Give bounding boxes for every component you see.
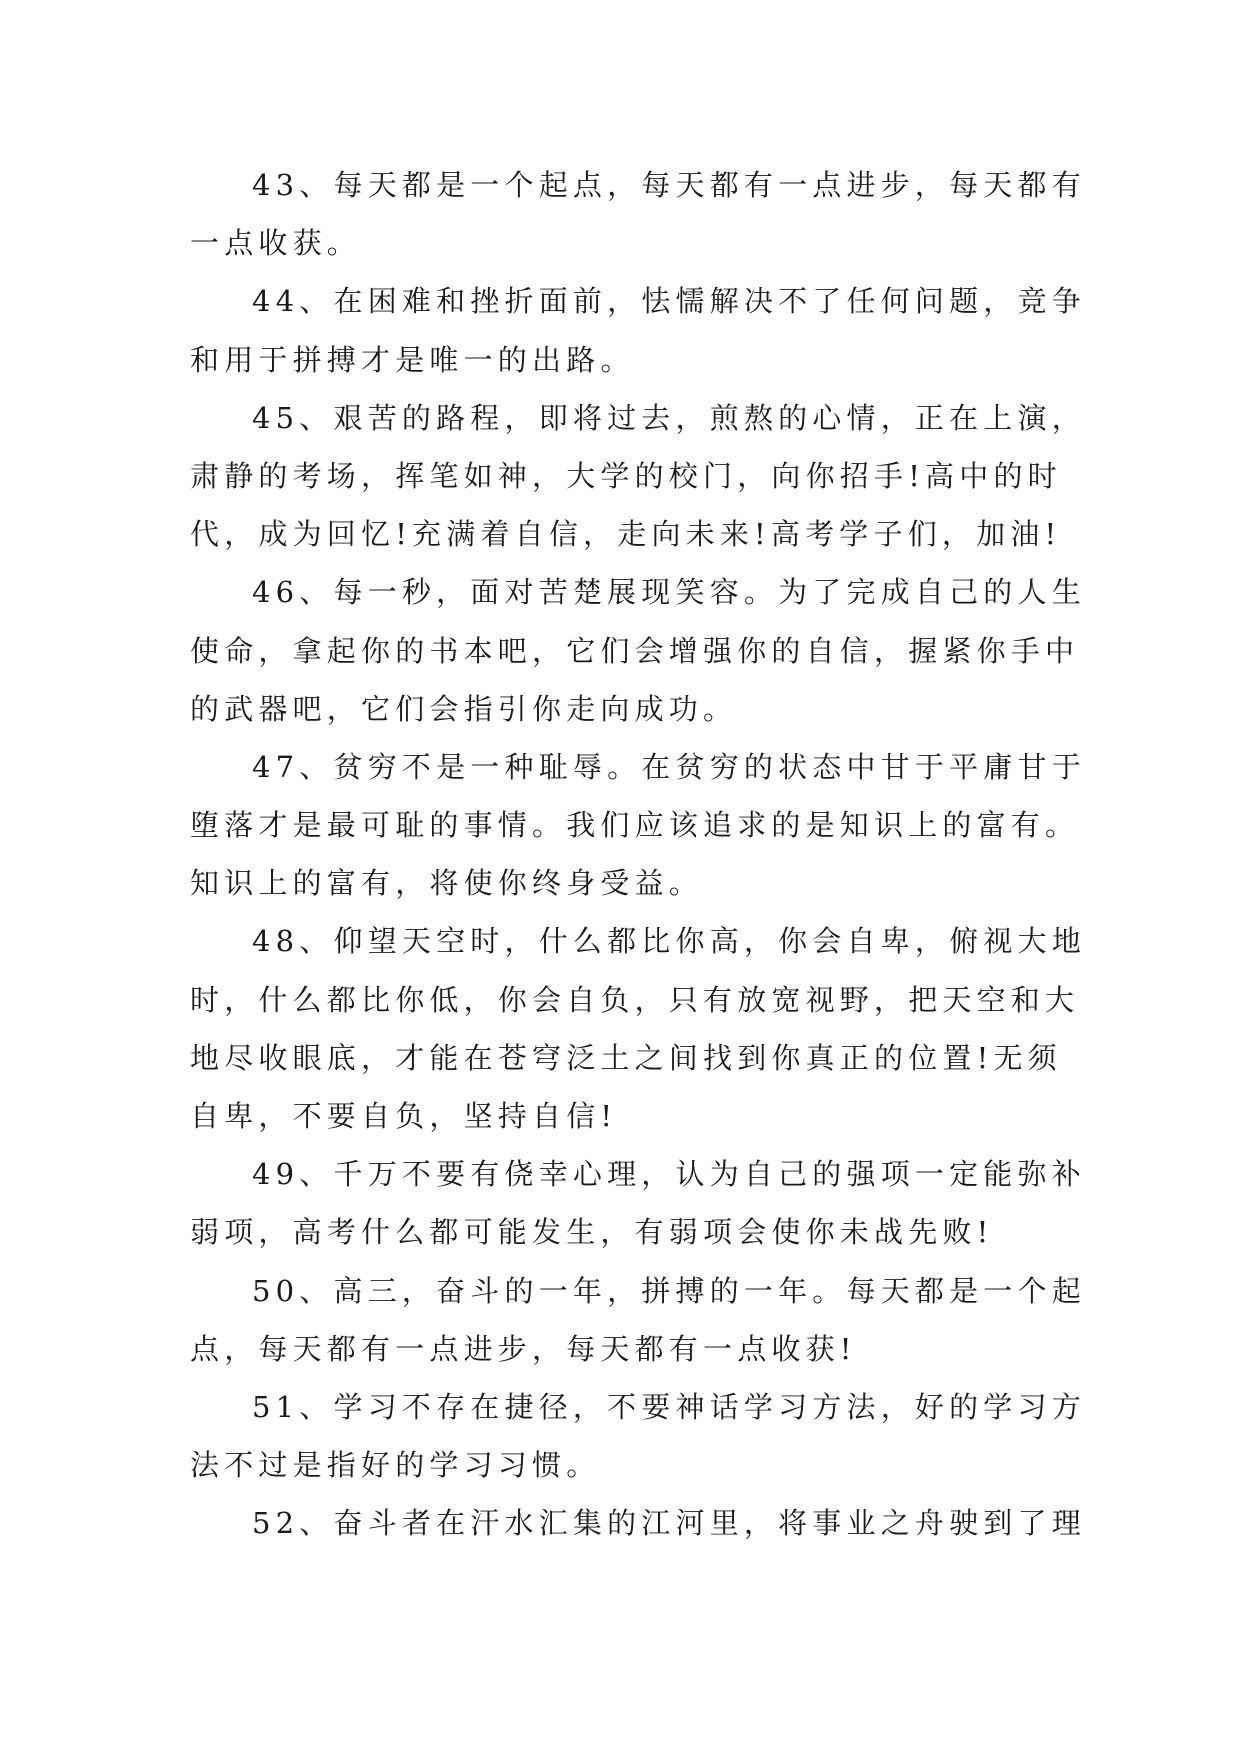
paragraph-line: 时，什么都比你低，你会自负，只有放宽视野，把天空和大 <box>190 982 1080 1017</box>
paragraph-line: 知识上的富有，将使你终身受益。 <box>190 866 704 901</box>
paragraph-line: 自卑，不要自负，坚持自信! <box>190 1099 618 1133</box>
paragraph-line: 49、千万不要有侥幸心理，认为自己的强项一定能弥补 <box>252 1157 1086 1192</box>
paragraph-line: 的武器吧，它们会指引你走向成功。 <box>190 691 738 726</box>
paragraph-line: 弱项，高考什么都可能发生，有弱项会使你未战先败! <box>190 1215 994 1250</box>
paragraph-line: 和用于拼搏才是唯一的出路。 <box>190 342 635 377</box>
paragraph-line: 44、在困难和挫折面前，怯懦解决不了任何问题，竞争 <box>252 284 1086 319</box>
paragraph-44 <box>190 272 1086 388</box>
paragraph-line: 一点收获。 <box>190 226 362 261</box>
paragraph-line: 46、每一秒，面对苦楚展现笑容。为了完成自己的人生 <box>252 575 1086 610</box>
paragraph-line: 点，每天都有一点进步，每天都有一点收获! <box>190 1331 857 1366</box>
paragraph-49 <box>190 1145 1086 1261</box>
paragraph-line: 法不过是指好的学习习惯。 <box>190 1448 601 1483</box>
paragraph-line: 肃静的考场，挥笔如神，大学的校门，向你招手!高中的时 <box>190 458 1062 493</box>
paragraph-51 <box>190 1378 1086 1494</box>
paragraph-line: 地尽收眼底，才能在苍穹泛土之间找到你真正的位置!无须 <box>190 1040 1062 1075</box>
paragraph-line: 使命，拿起你的书本吧，它们会增强你的自信，握紧你手中 <box>190 633 1080 668</box>
paragraph-52 <box>190 1494 1086 1552</box>
paragraph-46 <box>190 563 1086 738</box>
paragraph-45 <box>190 389 1086 564</box>
paragraph-line: 50、高三，奋斗的一年，拼搏的一年。每天都是一个起 <box>252 1273 1086 1308</box>
document-body <box>190 156 1086 1553</box>
paragraph-line: 43、每天都是一个起点，每天都有一点进步，每天都有 <box>252 168 1086 202</box>
paragraph-48 <box>190 912 1086 1145</box>
paragraph-line: 堕落才是最可耻的事情。我们应该追求的是知识上的富有。 <box>190 808 1080 843</box>
paragraph-line: 51、学习不存在捷径，不要神话学习方法，好的学习方 <box>252 1389 1086 1424</box>
paragraph-50 <box>190 1262 1086 1378</box>
paragraph-43 <box>190 156 1086 272</box>
paragraph-line: 47、贫穷不是一种耻辱。在贫穷的状态中甘于平庸甘于 <box>252 749 1086 784</box>
paragraph-line: 45、艰苦的路程，即将过去，煎熬的心情，正在上演， <box>252 400 1086 435</box>
paragraph-line: 52、奋斗者在汗水汇集的江河里，将事业之舟驶到了理 <box>252 1506 1086 1541</box>
paragraph-line: 48、仰望天空时，什么都比你高，你会自卑，俯视大地 <box>252 924 1086 959</box>
paragraph-47 <box>190 738 1086 913</box>
paragraph-line: 代，成为回忆!充满着自信，走向未来!高考学子们，加油! <box>190 517 1062 552</box>
